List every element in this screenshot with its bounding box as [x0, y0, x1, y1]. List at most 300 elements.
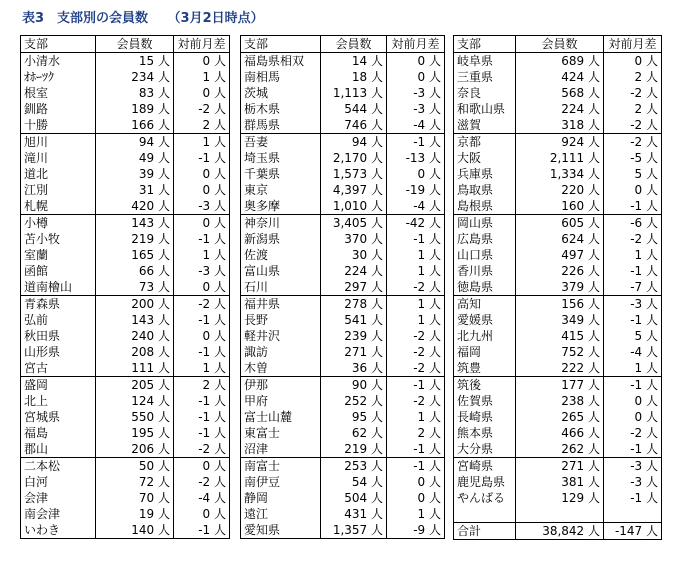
monthly-change-cell: 1 人 [387, 409, 445, 425]
branch-cell: 兵庫県 [454, 166, 516, 182]
table-row [21, 344, 230, 360]
table-row [241, 458, 445, 475]
monthly-change-cell: -1 人 [174, 393, 230, 409]
monthly-change-cell: -2 人 [387, 393, 445, 409]
table-row [241, 101, 445, 117]
member-count-cell: 550 人 [96, 409, 174, 425]
branch-cell: 支部 [21, 36, 96, 53]
table-row [21, 215, 230, 232]
table-row [454, 474, 662, 490]
branch-cell: 木曽 [241, 360, 321, 377]
table-row [241, 150, 445, 166]
branch-cell: 盛岡 [21, 377, 96, 394]
member-count-cell: 431 人 [321, 506, 387, 522]
monthly-change-cell: -1 人 [604, 263, 662, 279]
member-count-cell: 72 人 [96, 474, 174, 490]
table-row [241, 263, 445, 279]
table-row [454, 231, 662, 247]
monthly-change-cell: 2 人 [387, 425, 445, 441]
member-count-cell: 94 人 [96, 134, 174, 151]
branch-cell: 茨城 [241, 85, 321, 101]
branch-cell: 小樽 [21, 215, 96, 232]
branch-cell: 広島県 [454, 231, 516, 247]
branch-cell: 苫小牧 [21, 231, 96, 247]
branch-cell [454, 506, 516, 523]
table-row [241, 198, 445, 215]
table-row [21, 101, 230, 117]
branch-cell: 山口県 [454, 247, 516, 263]
monthly-change-cell: 1 人 [174, 134, 230, 151]
monthly-change-cell: -2 人 [387, 328, 445, 344]
table-row [241, 441, 445, 458]
table-row [454, 101, 662, 117]
table-row [241, 474, 445, 490]
member-count-cell: 262 人 [516, 441, 604, 458]
table-row [21, 85, 230, 101]
member-count-cell: 752 人 [516, 344, 604, 360]
table-row [21, 360, 230, 377]
monthly-change-cell: -2 人 [604, 85, 662, 101]
branch-cell: 福島県相双 [241, 53, 321, 70]
monthly-change-cell: -1 人 [387, 458, 445, 475]
member-count-cell: 19 人 [96, 506, 174, 522]
header-row [21, 36, 230, 53]
table-row [454, 296, 662, 313]
branch-cell: 埼玉県 [241, 150, 321, 166]
branch-cell: 支部 [241, 36, 321, 53]
member-count-cell: 140 人 [96, 522, 174, 539]
member-count-cell: 568 人 [516, 85, 604, 101]
branch-cell: 室蘭 [21, 247, 96, 263]
table-row [21, 117, 230, 134]
branch-cell: 京都 [454, 134, 516, 151]
branch-cell: 奥多摩 [241, 198, 321, 215]
branch-cell: 十勝 [21, 117, 96, 134]
branch-cell: 南伊豆 [241, 474, 321, 490]
table-row [454, 377, 662, 394]
monthly-change-cell: 0 人 [387, 166, 445, 182]
table-row [241, 215, 445, 232]
table-row [241, 393, 445, 409]
monthly-change-cell: -2 人 [174, 101, 230, 117]
monthly-change-cell: 0 人 [174, 85, 230, 101]
branch-cell: 島根県 [454, 198, 516, 215]
table-row [241, 296, 445, 313]
table-row [21, 134, 230, 151]
branch-cell: 筑豊 [454, 360, 516, 377]
member-count-cell: 200 人 [96, 296, 174, 313]
monthly-change-cell: 2 人 [604, 101, 662, 117]
table-row [21, 166, 230, 182]
member-count-cell: 219 人 [96, 231, 174, 247]
monthly-change-cell: 0 人 [174, 166, 230, 182]
monthly-change-cell: -4 人 [387, 117, 445, 134]
member-count-cell: 318 人 [516, 117, 604, 134]
monthly-change-cell: -1 人 [174, 231, 230, 247]
branch-cell: 佐賀県 [454, 393, 516, 409]
member-count-cell: 424 人 [516, 69, 604, 85]
branch-cell: 宮古 [21, 360, 96, 377]
monthly-change-cell: 1 人 [387, 296, 445, 313]
monthly-change-cell: 対前月差 [604, 36, 662, 53]
monthly-change-cell: 0 人 [174, 53, 230, 70]
branch-cell: 道南檜山 [21, 279, 96, 296]
member-count-cell: 189 人 [96, 101, 174, 117]
table-row [454, 166, 662, 182]
branch-cell: 吾妻 [241, 134, 321, 151]
member-count-cell: 206 人 [96, 441, 174, 458]
branch-cell: 大阪 [454, 150, 516, 166]
branch-cell: 福井県 [241, 296, 321, 313]
monthly-change-cell: -9 人 [387, 522, 445, 539]
table-row [241, 117, 445, 134]
member-count-cell: 205 人 [96, 377, 174, 394]
member-count-cell: 18 人 [321, 69, 387, 85]
member-count-cell: 253 人 [321, 458, 387, 475]
table-row [21, 263, 230, 279]
branch-cell: 宮城県 [21, 409, 96, 425]
table-row [241, 279, 445, 296]
branch-cell: 遠江 [241, 506, 321, 522]
member-count-cell: 420 人 [96, 198, 174, 215]
member-count-cell: 504 人 [321, 490, 387, 506]
member-count-cell: 239 人 [321, 328, 387, 344]
member-count-cell: 31 人 [96, 182, 174, 198]
monthly-change-cell: 1 人 [387, 247, 445, 263]
member-count-cell: 4,397 人 [321, 182, 387, 198]
table-row [21, 296, 230, 313]
branch-cell: 北上 [21, 393, 96, 409]
branch-cell: 札幌 [21, 198, 96, 215]
table-row [241, 344, 445, 360]
branch-cell: 合計 [454, 523, 516, 540]
monthly-change-cell: -1 人 [604, 441, 662, 458]
membership-table-col-2 [240, 35, 445, 539]
member-count-cell: 746 人 [321, 117, 387, 134]
table-row [454, 182, 662, 198]
member-count-cell: 30 人 [321, 247, 387, 263]
table-row [241, 182, 445, 198]
member-count-cell: 66 人 [96, 263, 174, 279]
member-count-cell: 265 人 [516, 409, 604, 425]
member-count-cell: 95 人 [321, 409, 387, 425]
monthly-change-cell: 0 人 [387, 69, 445, 85]
table-row [241, 425, 445, 441]
monthly-change-cell: 1 人 [604, 247, 662, 263]
branch-cell: 群馬県 [241, 117, 321, 134]
member-count-cell: 226 人 [516, 263, 604, 279]
member-count-cell: 会員数 [516, 36, 604, 53]
header-row [454, 36, 662, 53]
branch-cell: 沼津 [241, 441, 321, 458]
member-count-cell: 220 人 [516, 182, 604, 198]
branch-cell: 岡山県 [454, 215, 516, 232]
monthly-change-cell: -2 人 [604, 231, 662, 247]
member-count-cell: 36 人 [321, 360, 387, 377]
table-row [21, 522, 230, 539]
table-row [454, 117, 662, 134]
branch-cell: 宮崎県 [454, 458, 516, 475]
branch-cell: いわき [21, 522, 96, 539]
membership-table-col-1 [20, 35, 230, 539]
branch-cell: 南会津 [21, 506, 96, 522]
table-row [454, 344, 662, 360]
member-count-cell: 会員数 [96, 36, 174, 53]
member-count-cell: 143 人 [96, 215, 174, 232]
table-row [454, 263, 662, 279]
table-row [241, 360, 445, 377]
monthly-change-cell: -2 人 [604, 117, 662, 134]
table-row [454, 134, 662, 151]
branch-cell: 徳島県 [454, 279, 516, 296]
table-row [454, 328, 662, 344]
member-count-cell: 2,170 人 [321, 150, 387, 166]
branch-cell: 諏訪 [241, 344, 321, 360]
table-row [241, 53, 445, 70]
monthly-change-cell: -1 人 [174, 522, 230, 539]
monthly-change-cell: 0 人 [387, 474, 445, 490]
member-count-cell: 50 人 [96, 458, 174, 475]
branch-cell: 大分県 [454, 441, 516, 458]
table-row [241, 231, 445, 247]
monthly-change-cell: 対前月差 [174, 36, 230, 53]
table-row [454, 393, 662, 409]
monthly-change-cell [604, 506, 662, 523]
member-count-cell: 379 人 [516, 279, 604, 296]
branch-cell: 北九州 [454, 328, 516, 344]
table-row [241, 166, 445, 182]
table-row [21, 53, 230, 70]
table-row [454, 150, 662, 166]
table-row [454, 425, 662, 441]
table-row [21, 182, 230, 198]
monthly-change-cell: -4 人 [604, 344, 662, 360]
monthly-change-cell: -1 人 [387, 377, 445, 394]
branch-cell: 香川県 [454, 263, 516, 279]
member-count-cell: 415 人 [516, 328, 604, 344]
table-row [241, 69, 445, 85]
monthly-change-cell: -1 人 [174, 150, 230, 166]
table-row [21, 474, 230, 490]
monthly-change-cell: 0 人 [387, 53, 445, 70]
member-count-cell: 238 人 [516, 393, 604, 409]
monthly-change-cell: 1 人 [174, 69, 230, 85]
branch-cell: 神奈川 [241, 215, 321, 232]
member-count-cell: 49 人 [96, 150, 174, 166]
member-count-cell: 219 人 [321, 441, 387, 458]
branch-cell: 高知 [454, 296, 516, 313]
member-count-cell: 62 人 [321, 425, 387, 441]
member-count-cell: 73 人 [96, 279, 174, 296]
branch-cell: 会津 [21, 490, 96, 506]
member-count-cell: 156 人 [516, 296, 604, 313]
monthly-change-cell: 0 人 [174, 506, 230, 522]
monthly-change-cell: -1 人 [387, 441, 445, 458]
monthly-change-cell: 0 人 [174, 215, 230, 232]
monthly-change-cell: -3 人 [387, 85, 445, 101]
branch-cell: 佐渡 [241, 247, 321, 263]
table-row [21, 69, 230, 85]
branch-cell: 東富士 [241, 425, 321, 441]
monthly-change-cell: 2 人 [174, 377, 230, 394]
branch-cell: 愛知県 [241, 522, 321, 539]
member-count-cell: 39 人 [96, 166, 174, 182]
monthly-change-cell: 1 人 [174, 247, 230, 263]
monthly-change-cell: -3 人 [387, 101, 445, 117]
table-row [21, 490, 230, 506]
monthly-change-cell: -1 人 [174, 409, 230, 425]
member-count-cell: 1,113 人 [321, 85, 387, 101]
monthly-change-cell: 2 人 [604, 69, 662, 85]
table-row [21, 312, 230, 328]
table-row [21, 247, 230, 263]
branch-cell: 富士山麓 [241, 409, 321, 425]
table-row [21, 279, 230, 296]
member-count-cell: 349 人 [516, 312, 604, 328]
branch-cell: 東京 [241, 182, 321, 198]
branch-cell: 熊本県 [454, 425, 516, 441]
member-count-cell: 70 人 [96, 490, 174, 506]
monthly-change-cell: -1 人 [174, 344, 230, 360]
member-count-cell: 381 人 [516, 474, 604, 490]
branch-cell: 南富士 [241, 458, 321, 475]
branch-cell: 秋田県 [21, 328, 96, 344]
branch-cell: 静岡 [241, 490, 321, 506]
member-count-cell: 271 人 [321, 344, 387, 360]
branch-cell: 滝川 [21, 150, 96, 166]
member-count-cell: 90 人 [321, 377, 387, 394]
member-count-cell [516, 506, 604, 523]
table-row [454, 85, 662, 101]
branch-cell: 石川 [241, 279, 321, 296]
member-count-cell: 208 人 [96, 344, 174, 360]
monthly-change-cell: 0 人 [604, 182, 662, 198]
member-count-cell: 689 人 [516, 53, 604, 70]
branch-cell: 軽井沢 [241, 328, 321, 344]
table-row [21, 458, 230, 475]
member-count-cell: 160 人 [516, 198, 604, 215]
branch-cell: 三重県 [454, 69, 516, 85]
monthly-change-cell: -1 人 [604, 312, 662, 328]
member-count-cell: 466 人 [516, 425, 604, 441]
monthly-change-cell: -6 人 [604, 215, 662, 232]
table-row [21, 506, 230, 522]
table-row [21, 377, 230, 394]
table-row [241, 377, 445, 394]
monthly-change-cell: -3 人 [604, 458, 662, 475]
branch-cell: 福岡 [454, 344, 516, 360]
member-count-cell: 544 人 [321, 101, 387, 117]
monthly-change-cell: -2 人 [604, 425, 662, 441]
branch-cell: 小清水 [21, 53, 96, 70]
branch-cell: 新潟県 [241, 231, 321, 247]
member-count-cell: 165 人 [96, 247, 174, 263]
member-count-cell: 497 人 [516, 247, 604, 263]
member-count-cell: 271 人 [516, 458, 604, 475]
member-count-cell: 924 人 [516, 134, 604, 151]
monthly-change-cell: 1 人 [387, 312, 445, 328]
branch-cell: 奈良 [454, 85, 516, 101]
monthly-change-cell: 5 人 [604, 328, 662, 344]
member-count-cell: 541 人 [321, 312, 387, 328]
empty-row [454, 506, 662, 523]
branch-cell: 和歌山県 [454, 101, 516, 117]
member-count-cell: 224 人 [321, 263, 387, 279]
monthly-change-cell: -3 人 [604, 474, 662, 490]
table-row [21, 441, 230, 458]
table-row [241, 409, 445, 425]
monthly-change-cell: -7 人 [604, 279, 662, 296]
monthly-change-cell: -19 人 [387, 182, 445, 198]
table-row [21, 328, 230, 344]
table-row [454, 441, 662, 458]
monthly-change-cell: 0 人 [387, 490, 445, 506]
table-row [454, 360, 662, 377]
table-title: 表3 支部別の会員数 （3月2日時点） [22, 11, 264, 26]
member-count-cell: 54 人 [321, 474, 387, 490]
monthly-change-cell: 0 人 [174, 182, 230, 198]
table-row [454, 458, 662, 475]
member-count-cell: 124 人 [96, 393, 174, 409]
table-row [21, 393, 230, 409]
monthly-change-cell: -3 人 [174, 263, 230, 279]
member-count-cell: 1,357 人 [321, 522, 387, 539]
member-count-cell: 624 人 [516, 231, 604, 247]
monthly-change-cell: 1 人 [387, 506, 445, 522]
branch-cell: 郡山 [21, 441, 96, 458]
header-row [241, 36, 445, 53]
branch-cell: 鹿児島県 [454, 474, 516, 490]
table-row [21, 150, 230, 166]
monthly-change-cell: -147 人 [604, 523, 662, 540]
monthly-change-cell: -1 人 [387, 134, 445, 151]
monthly-change-cell: -3 人 [604, 296, 662, 313]
branch-cell: 愛媛県 [454, 312, 516, 328]
monthly-change-cell: -2 人 [387, 344, 445, 360]
table-row [454, 312, 662, 328]
monthly-change-cell: 対前月差 [387, 36, 445, 53]
table-row [241, 328, 445, 344]
monthly-change-cell: -2 人 [174, 441, 230, 458]
branch-cell: 道北 [21, 166, 96, 182]
member-count-cell: 370 人 [321, 231, 387, 247]
table-row [454, 215, 662, 232]
monthly-change-cell: -42 人 [387, 215, 445, 232]
branch-cell: 釧路 [21, 101, 96, 117]
table-row [454, 247, 662, 263]
branch-cell: 長崎県 [454, 409, 516, 425]
monthly-change-cell: 0 人 [604, 409, 662, 425]
monthly-change-cell: 0 人 [174, 458, 230, 475]
member-count-cell: 240 人 [96, 328, 174, 344]
member-count-cell: 129 人 [516, 490, 604, 506]
branch-cell: 甲府 [241, 393, 321, 409]
branch-cell: 南相馬 [241, 69, 321, 85]
table-row [454, 53, 662, 70]
monthly-change-cell: -4 人 [174, 490, 230, 506]
branch-cell: 富山県 [241, 263, 321, 279]
monthly-change-cell: 0 人 [604, 53, 662, 70]
monthly-change-cell: 0 人 [604, 393, 662, 409]
monthly-change-cell: 0 人 [174, 328, 230, 344]
monthly-change-cell: 1 人 [604, 360, 662, 377]
member-count-cell: 94 人 [321, 134, 387, 151]
member-count-cell: 166 人 [96, 117, 174, 134]
branch-cell: 支部 [454, 36, 516, 53]
member-count-cell: 278 人 [321, 296, 387, 313]
branch-cell: 江別 [21, 182, 96, 198]
member-count-cell: 234 人 [96, 69, 174, 85]
